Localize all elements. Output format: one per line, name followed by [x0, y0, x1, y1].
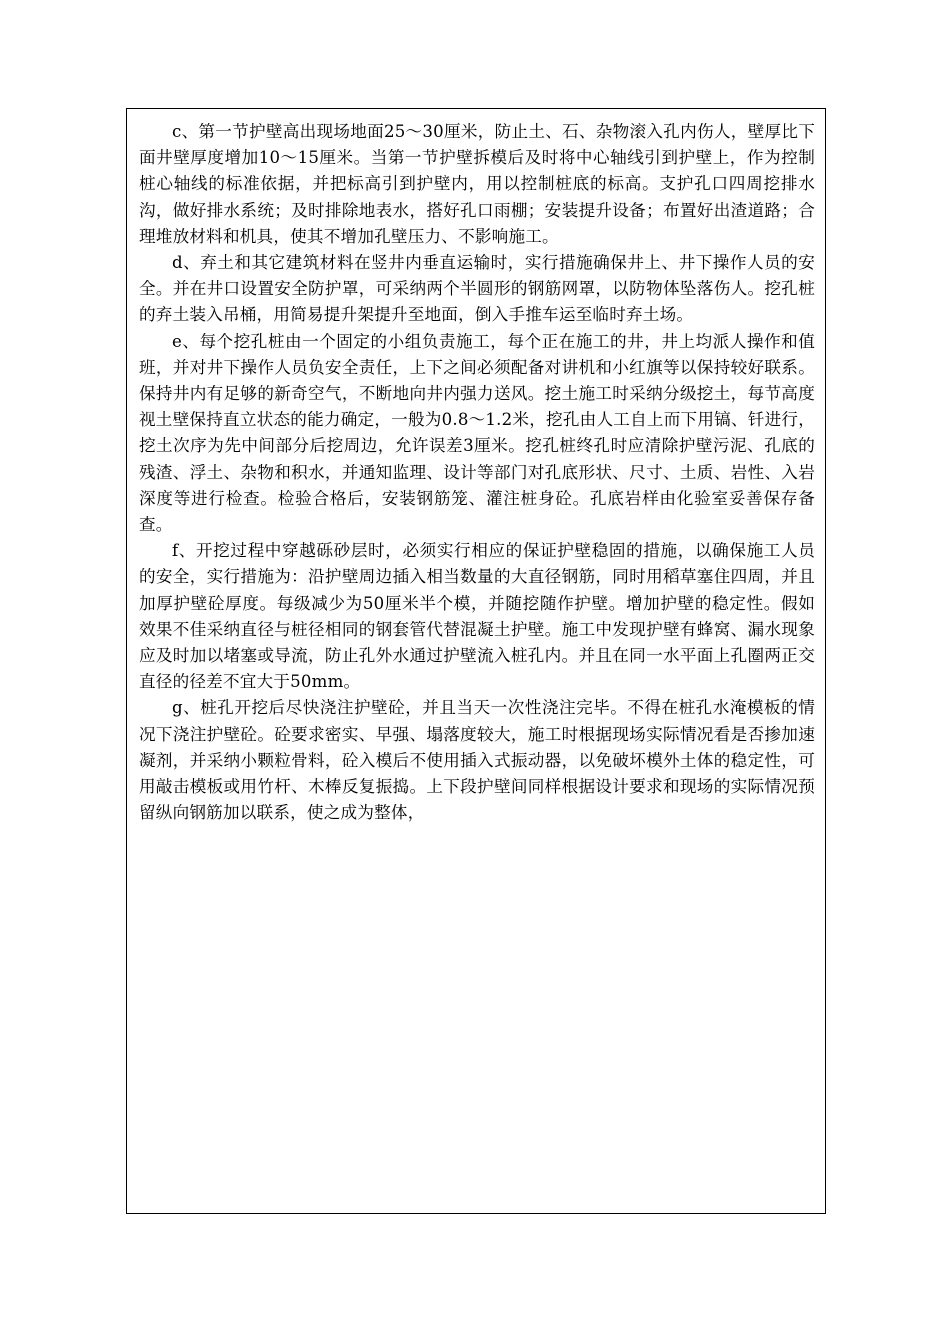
paragraph-g: g、桩孔开挖后尽快浇注护壁砼，并且当天一次性浇注完毕。不得在桩孔水淹模板的情况下浇注护壁砼。砼要求密实、早强、塌落度较大，施工时根据现场实际情况看是否掺加速凝剂，并采纳小颗粒骨料，砼入模后不使用插入式振动器，以免破坏模外土体的稳定性，可用敲击模板或用竹杆、木棒反复振捣。上下段护壁间同样根据设计要求和现场的实际情况预留纵向钢筋加以联系，使之成为整体，: [139, 698, 815, 823]
paragraph-f: f、开挖过程中穿越砾砂层时，必须实行相应的保证护壁稳固的措施，以确保施工人员的安全，实行措施为：沿护壁周边插入相当数量的大直径钢筋，同时用稻草塞住四周，并且加厚护壁砼厚度。每级减少为50厘米半个模，并随挖随作护壁。增加护壁的稳定性。假如效果不佳采纳直径与桩径相同的钢套管代替混凝土护壁。施工中发现护壁有蜂窝、漏水现象应及时加以堵塞或导流，防止孔外水通过护壁流入桩孔内。并且在同一水平面上孔圈两正交直径的径差不宜大于50mm。: [139, 541, 815, 692]
document-body: [139, 119, 815, 826]
paragraph-c: c、第一节护壁高出现场地面25～30厘米，防止土、石、杂物滚入孔内伤人，壁厚比下面井壁厚度增加10～15厘米。当第一节护壁拆模后及时将中心轴线引到护壁上，作为控制桩心轴线的标准依据，并把标高引到护壁内，用以控制桩底的标高。支护孔口四周挖排水沟，做好排水系统；及时排除地表水，搭好孔口雨棚；安装提升设备；布置好出渣道路；合理堆放材料和机具，使其不增加孔壁压力、不影响施工。: [139, 122, 815, 246]
paragraph-d: d、弃土和其它建筑材料在竖井内垂直运输时，实行措施确保井上、井下操作人员的安全。并在井口设置安全防护罩，可采纳两个半圆形的钢筋网罩，以防物体坠落伤人。挖孔桩的弃土装入吊桶，用简易提升架提升至地面，倒入手推车运至临时弃土场。: [139, 253, 815, 325]
paragraph-e: e、每个挖孔桩由一个固定的小组负责施工，每个正在施工的井，井上均派人操作和值班，并对井下操作人员负安全责任，上下之间必须配备对讲机和小红旗等以保持较好联系。保持井内有足够的新奇空气，不断地向井内强力送风。挖土施工时采纳分级挖土，每节高度视土壁保持直立状态的能力确定，一般为0.8～1.2米，挖孔由人工自上而下用镐、钎进行，挖土次序为先中间部分后挖周边，允许误差3厘米。挖孔桩终孔时应清除护壁污泥、孔底的残渣、浮土、杂物和积水，并通知监理、设计等部门对孔底形状、尺寸、土质、岩性、入岩深度等进行检查。检验合格后，安装钢筋笼、灌注桩身砼。孔底岩样由化验室妥善保存备查。: [139, 331, 815, 535]
document-frame: [126, 108, 826, 1214]
